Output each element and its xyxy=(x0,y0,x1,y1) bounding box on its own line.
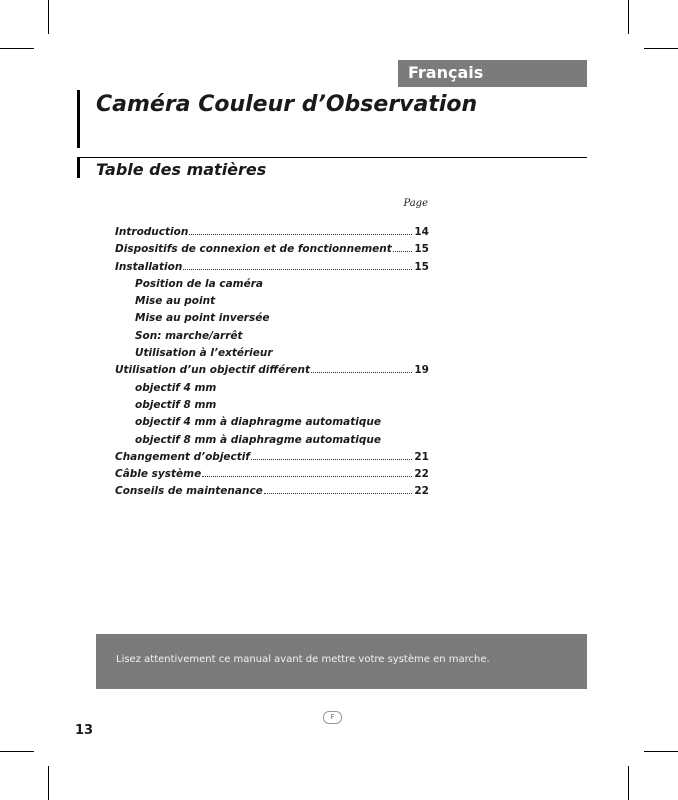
toc-leader-dots xyxy=(251,459,412,460)
toc-page-number: 22 xyxy=(414,468,429,481)
toc-entry-text: objectif 4 mm xyxy=(135,381,217,394)
toc-entry-text: Introduction xyxy=(115,226,189,238)
toc-page-number: 19 xyxy=(414,364,429,377)
toc-subentry xyxy=(115,278,429,295)
toc-divider xyxy=(77,157,587,158)
crop-mark xyxy=(644,751,678,752)
toc-page-number: 21 xyxy=(414,450,429,463)
toc-entry-text: Utilisation d’un objectif différent xyxy=(115,364,311,377)
toc-page-number: 14 xyxy=(414,226,429,238)
language-badge: F xyxy=(323,711,342,724)
crop-mark xyxy=(0,48,34,49)
toc-entry-text: Changement d’objectif xyxy=(115,450,250,463)
toc-entry-text: objectif 8 mm xyxy=(135,398,217,411)
toc-entry-text: Conseils de maintenance xyxy=(115,485,263,498)
toc-entry-text: Mise au point xyxy=(135,295,216,308)
toc-entry-text: objectif 8 mm à diaphragme automatique xyxy=(135,433,381,446)
crop-mark xyxy=(628,766,629,800)
toc-subentry xyxy=(115,312,429,329)
toc-entry-text: objectif 4 mm à diaphragme automatique xyxy=(135,416,381,429)
toc-entry-text: Installation xyxy=(115,260,183,273)
toc-subentry xyxy=(115,347,429,364)
table-of-contents xyxy=(115,226,429,503)
toc-entry-text: Câble système xyxy=(115,468,202,481)
toc-leader-dots xyxy=(264,493,413,494)
toc-page-number: 15 xyxy=(414,243,429,256)
toc-entry xyxy=(115,226,429,243)
toc-entry-text: Position de la caméra xyxy=(135,277,263,290)
toc-leader-dots xyxy=(183,269,412,270)
toc-entry-text: Mise au point inversée xyxy=(135,312,270,325)
toc-entry xyxy=(115,243,429,260)
toc-subentry xyxy=(115,382,429,399)
crop-mark xyxy=(644,48,678,49)
crop-mark xyxy=(48,0,49,34)
toc-entry xyxy=(115,468,429,485)
crop-mark xyxy=(0,751,34,752)
document-title: Caméra Couleur d’Observation xyxy=(96,92,478,117)
title-rule xyxy=(77,90,80,148)
toc-rule xyxy=(77,157,80,178)
toc-subentry xyxy=(115,416,429,433)
toc-subentry xyxy=(115,434,429,451)
notice-box xyxy=(96,634,587,689)
toc-leader-dots xyxy=(311,372,412,373)
toc-page-number: 15 xyxy=(414,260,429,273)
toc-entry xyxy=(115,451,429,468)
page-number: 13 xyxy=(75,723,94,738)
toc-page-number: 22 xyxy=(414,485,429,498)
toc-entry xyxy=(115,261,429,278)
toc-subentry xyxy=(115,330,429,347)
page-column-label: Page xyxy=(403,198,428,209)
notice-text: Lisez attentivement ce manual avant de mettre votre système en marche. xyxy=(116,654,490,665)
toc-subentry xyxy=(115,399,429,416)
toc-entry-text: Utilisation à l’extérieur xyxy=(135,347,273,360)
toc-leader-dots xyxy=(393,251,413,252)
toc-leader-dots xyxy=(202,476,412,477)
crop-mark xyxy=(628,0,629,34)
toc-entry xyxy=(115,364,429,381)
toc-heading: Table des matières xyxy=(96,160,267,179)
crop-mark xyxy=(48,766,49,800)
language-tab: Français xyxy=(398,60,587,87)
toc-entry-text: Son: marche/arrêt xyxy=(135,329,243,342)
toc-entry xyxy=(115,485,429,502)
toc-subentry xyxy=(115,295,429,312)
toc-entry-text: Dispositifs de connexion et de fonctionnement xyxy=(115,243,392,256)
toc-leader-dots xyxy=(189,234,412,235)
